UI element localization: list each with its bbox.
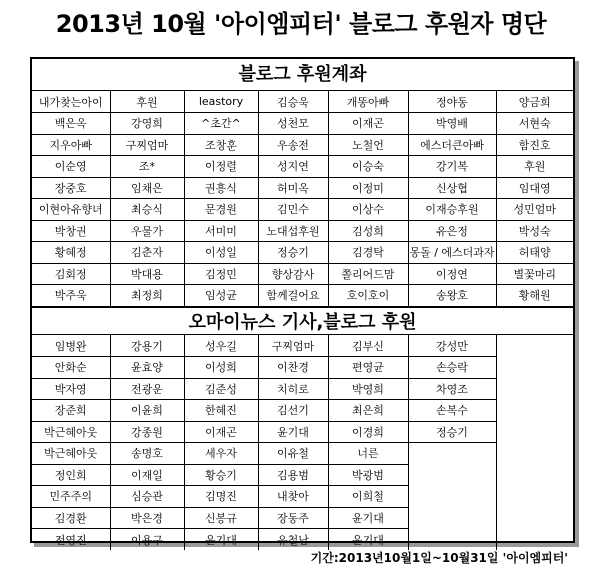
sponsor-name-cell: 손승락 xyxy=(408,357,496,379)
sponsor-name-cell: 한혜진 xyxy=(184,400,258,422)
sponsor-name-cell: 박은경 xyxy=(110,507,184,529)
sponsor-name-cell: 윤기대 xyxy=(328,507,408,529)
table-row xyxy=(32,199,573,221)
sponsor-name-cell: 치히로 xyxy=(258,378,328,400)
sponsor-name-cell: 김선기 xyxy=(258,400,328,422)
sponsor-name-cell: 황승기 xyxy=(184,464,258,486)
sponsor-name-cell: ^초간^ xyxy=(184,113,258,135)
sponsor-name-cell: 유철남 xyxy=(258,529,328,551)
sponsor-name-cell: 노철언 xyxy=(328,134,408,156)
sponsor-name-cell: 신상협 xyxy=(408,177,496,199)
sponsor-name-cell: 윤기대 xyxy=(258,421,328,443)
sponsor-name-cell xyxy=(408,507,496,529)
sponsor-name-cell: 박자영 xyxy=(32,378,110,400)
sponsor-name-cell: 노대섭후원 xyxy=(258,220,328,242)
sponsor-name-cell: 별꽃마리 xyxy=(496,263,573,285)
sponsor-name-cell: 이경희 xyxy=(328,421,408,443)
table-row xyxy=(32,443,573,465)
table-row xyxy=(32,507,573,529)
sponsor-name-cell: 성천모 xyxy=(258,113,328,135)
sponsor-name-cell: 김준성 xyxy=(184,378,258,400)
table-row xyxy=(32,113,573,135)
sponsor-name-cell: 김회정 xyxy=(32,263,110,285)
sponsor-name-cell: 김정민 xyxy=(184,263,258,285)
sponsor-name-cell: 송명호 xyxy=(110,443,184,465)
table-row xyxy=(32,177,573,199)
sponsor-name-cell: 강기복 xyxy=(408,156,496,178)
table-row xyxy=(32,134,573,156)
sponsor-name-cell: 백은옥 xyxy=(32,113,110,135)
table-row xyxy=(32,335,573,357)
sponsor-name-cell xyxy=(496,529,573,551)
table-row xyxy=(32,156,573,178)
sponsor-name-cell: 세우자 xyxy=(184,443,258,465)
sponsor-name-cell: 쫄리어드맘 xyxy=(328,263,408,285)
sponsor-name-cell: 구찌엄마 xyxy=(258,335,328,357)
sponsor-name-cell xyxy=(496,357,573,379)
table-row xyxy=(32,400,573,422)
sponsor-name-cell xyxy=(496,335,573,357)
sponsor-name-cell xyxy=(496,507,573,529)
sponsor-name-cell xyxy=(496,486,573,508)
sponsor-name-cell: 이성희 xyxy=(184,357,258,379)
sponsor-name-cell: 이재승후원 xyxy=(408,199,496,221)
sponsor-name-cell: 정승기 xyxy=(258,242,328,264)
sponsor-name-cell: 지우아빠 xyxy=(32,134,110,156)
sponsor-name-cell: 박성숙 xyxy=(496,220,573,242)
sponsor-name-cell: 최승식 xyxy=(110,199,184,221)
sponsor-name-cell: 너른 xyxy=(328,443,408,465)
page-title: 2013년 10월 '아이엠피터' 블로그 후원자 명단 xyxy=(55,10,547,38)
sponsor-name-cell: 강용기 xyxy=(110,335,184,357)
sponsor-name-cell: 이재곤 xyxy=(184,421,258,443)
section-blog-account-table xyxy=(32,91,573,307)
sponsor-name-cell xyxy=(408,443,496,465)
sponsor-name-cell: 성지연 xyxy=(258,156,328,178)
sponsor-name-cell: leastory xyxy=(184,91,258,113)
table-row xyxy=(32,220,573,242)
sponsor-name-cell xyxy=(496,464,573,486)
sponsor-name-cell: 성민엄마 xyxy=(496,199,573,221)
sponsor-name-cell: 성우길 xyxy=(184,335,258,357)
sponsor-name-cell: 장중호 xyxy=(32,177,110,199)
sponsor-name-cell: 윤기대 xyxy=(328,529,408,551)
table-row xyxy=(32,486,573,508)
sponsor-name-cell: 임병완 xyxy=(32,335,110,357)
section-ohmynews-header: 오마이뉴스 기사,블로그 후원 xyxy=(32,306,573,335)
sponsor-name-cell: 박근혜아웃 xyxy=(32,443,110,465)
sponsor-name-cell: 박영배 xyxy=(408,113,496,135)
sponsor-list-frame xyxy=(30,57,575,547)
sponsor-name-cell: 최은희 xyxy=(328,400,408,422)
sponsor-name-cell: 김성희 xyxy=(328,220,408,242)
sponsor-name-cell: 박근혜아웃 xyxy=(32,421,110,443)
sponsor-name-cell: 양금희 xyxy=(496,91,573,113)
sponsor-name-cell: 정인희 xyxy=(32,464,110,486)
sponsor-name-cell: 유은정 xyxy=(408,220,496,242)
sponsor-name-cell: 이정연 xyxy=(408,263,496,285)
sponsor-name-cell: 허미옥 xyxy=(258,177,328,199)
table-row xyxy=(32,91,573,113)
sponsor-name-cell: 허태양 xyxy=(496,242,573,264)
sponsor-name-cell: 이용구 xyxy=(110,529,184,551)
table-row xyxy=(32,421,573,443)
sponsor-name-cell: 구찌엄마 xyxy=(110,134,184,156)
sponsor-name-cell: 임대영 xyxy=(496,177,573,199)
sponsor-name-cell: 박주욱 xyxy=(32,285,110,307)
sponsor-name-cell: 후원 xyxy=(110,91,184,113)
sponsor-name-cell: 윤기대 xyxy=(184,529,258,551)
sponsor-name-cell: 이정미 xyxy=(328,177,408,199)
sponsor-name-cell: 후원 xyxy=(496,156,573,178)
sponsor-name-cell: 장동주 xyxy=(258,507,328,529)
sponsor-name-cell: 민주주의 xyxy=(32,486,110,508)
sponsor-name-cell: 강영희 xyxy=(110,113,184,135)
sponsor-name-cell xyxy=(496,421,573,443)
sponsor-name-cell: 내찾아 xyxy=(258,486,328,508)
sponsor-name-cell: 호이호이 xyxy=(328,285,408,307)
sponsor-name-cell: 임성균 xyxy=(184,285,258,307)
sponsor-name-cell: 심승관 xyxy=(110,486,184,508)
sponsor-name-cell: 이유철 xyxy=(258,443,328,465)
sponsor-name-cell: 이재일 xyxy=(110,464,184,486)
sponsor-name-cell: 박광범 xyxy=(328,464,408,486)
sponsor-name-cell: 윤효양 xyxy=(110,357,184,379)
table-row xyxy=(32,357,573,379)
section-ohmynews-table xyxy=(32,335,573,550)
sponsor-name-cell: 전광운 xyxy=(110,378,184,400)
sponsor-name-cell: 이재곤 xyxy=(328,113,408,135)
sponsor-name-cell: 김경탁 xyxy=(328,242,408,264)
sponsor-name-cell: 김용범 xyxy=(258,464,328,486)
sponsor-name-cell xyxy=(408,464,496,486)
sponsor-name-cell xyxy=(496,400,573,422)
sponsor-name-cell: 정야동 xyxy=(408,91,496,113)
sponsor-name-cell: 송왕호 xyxy=(408,285,496,307)
sponsor-name-cell: 함진호 xyxy=(496,134,573,156)
sponsor-name-cell: 안화순 xyxy=(32,357,110,379)
sponsor-name-cell: 개똥아빠 xyxy=(328,91,408,113)
sponsor-name-cell: 문경원 xyxy=(184,199,258,221)
sponsor-name-cell: 신봉규 xyxy=(184,507,258,529)
sponsor-name-cell: 몽돌 / 에스더과자 xyxy=(408,242,496,264)
sponsor-name-cell: 강종원 xyxy=(110,421,184,443)
table-row xyxy=(32,242,573,264)
sponsor-name-cell: 차영조 xyxy=(408,378,496,400)
sponsor-name-cell: 최정희 xyxy=(110,285,184,307)
sponsor-name-cell: 김부신 xyxy=(328,335,408,357)
sponsor-name-cell: 편영균 xyxy=(328,357,408,379)
sponsor-name-cell: 이순영 xyxy=(32,156,110,178)
sponsor-name-cell: 정승기 xyxy=(408,421,496,443)
sponsor-name-cell: 박창권 xyxy=(32,220,110,242)
sponsor-name-cell: 조* xyxy=(110,156,184,178)
sponsor-name-cell: 함께걸어요 xyxy=(258,285,328,307)
sponsor-name-cell: 이현아유향녀 xyxy=(32,199,110,221)
sponsor-name-cell: 에스더큰아빠 xyxy=(408,134,496,156)
period-footer: 기간:2013년10월1일~10월31일 '아이엠피터' xyxy=(310,551,568,565)
sponsor-name-cell: 김승욱 xyxy=(258,91,328,113)
sponsor-name-cell xyxy=(408,486,496,508)
table-row xyxy=(32,464,573,486)
sponsor-name-cell: 손복수 xyxy=(408,400,496,422)
sponsor-name-cell: 이찬경 xyxy=(258,357,328,379)
sponsor-name-cell: 장준희 xyxy=(32,400,110,422)
sponsor-name-cell: 향상감사 xyxy=(258,263,328,285)
sponsor-name-cell: 우송전 xyxy=(258,134,328,156)
sponsor-name-cell: 강성만 xyxy=(408,335,496,357)
sponsor-name-cell: 전영진 xyxy=(32,529,110,551)
sponsor-name-cell: 박대용 xyxy=(110,263,184,285)
sponsor-name-cell xyxy=(496,443,573,465)
sponsor-name-cell: 박영희 xyxy=(328,378,408,400)
sponsor-name-cell: 이성일 xyxy=(184,242,258,264)
sponsor-name-cell: 이윤희 xyxy=(110,400,184,422)
table-row xyxy=(32,263,573,285)
sponsor-name-cell: 조창훈 xyxy=(184,134,258,156)
sponsor-name-cell: 이정렬 xyxy=(184,156,258,178)
sponsor-name-cell: 이희철 xyxy=(328,486,408,508)
sponsor-name-cell xyxy=(496,378,573,400)
sponsor-name-cell: 임채은 xyxy=(110,177,184,199)
sponsor-name-cell: 김민수 xyxy=(258,199,328,221)
sponsor-name-cell: 황혜정 xyxy=(32,242,110,264)
sponsor-name-cell: 우물가 xyxy=(110,220,184,242)
sponsor-name-cell: 서현숙 xyxy=(496,113,573,135)
table-row xyxy=(32,285,573,307)
sponsor-name-cell: 김춘자 xyxy=(110,242,184,264)
table-row xyxy=(32,529,573,551)
sponsor-name-cell: 이상수 xyxy=(328,199,408,221)
sponsor-name-cell: 내가찾는아이 xyxy=(32,91,110,113)
sponsor-name-cell: 김명진 xyxy=(184,486,258,508)
sponsor-name-cell xyxy=(408,529,496,551)
sponsor-name-cell: 권흥식 xyxy=(184,177,258,199)
section-blog-account-header: 블로그 후원계좌 xyxy=(32,59,573,91)
sponsor-name-cell: 이승숙 xyxy=(328,156,408,178)
sponsor-name-cell: 김경환 xyxy=(32,507,110,529)
sponsor-name-cell: 황해원 xyxy=(496,285,573,307)
sponsor-name-cell: 서미미 xyxy=(184,220,258,242)
table-row xyxy=(32,378,573,400)
